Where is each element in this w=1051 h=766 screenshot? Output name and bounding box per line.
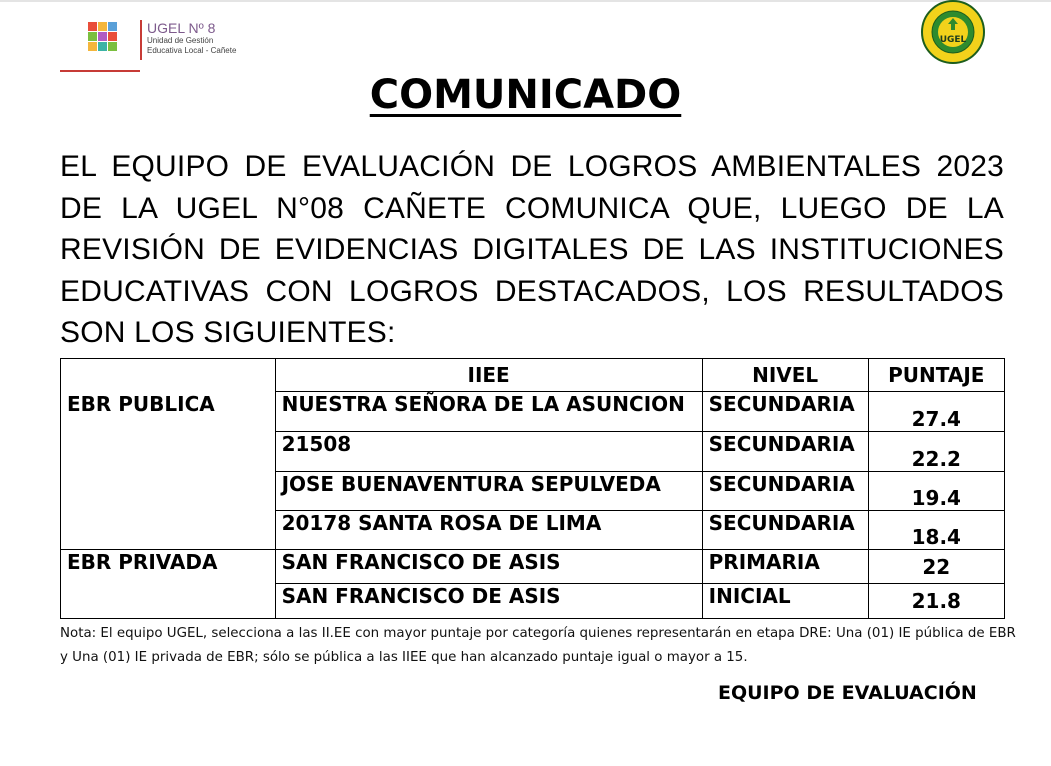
iiee-cell: 20178 SANTA ROSA DE LIMA xyxy=(275,511,702,550)
iiee-cell: JOSE BUENAVENTURA SEPULVEDA xyxy=(275,472,702,511)
ugel-logo-icon xyxy=(86,20,120,54)
table-row xyxy=(61,392,1005,432)
results-table xyxy=(60,358,1005,619)
header-iiee: IIEE xyxy=(275,359,702,392)
category-ebr-privada: EBR PRIVADA xyxy=(61,550,276,619)
puntaje-cell: 21.8 xyxy=(868,584,1004,619)
iiee-cell: NUESTRA SEÑORA DE LA ASUNCION xyxy=(275,392,702,432)
nivel-cell: SECUNDARIA xyxy=(702,392,868,432)
logo-subtitle-2: Educativa Local - Cañete xyxy=(147,46,237,55)
puntaje-cell: 27.4 xyxy=(868,392,1004,432)
header-category-cell xyxy=(61,359,276,392)
logo-text-block xyxy=(147,20,236,56)
table-header-row xyxy=(61,359,1005,392)
logo-title: UGEL Nº 8 xyxy=(147,20,216,36)
announcement-body: EL EQUIPO DE EVALUACIÓN DE LOGROS AMBIENTALES 2023 DE LA UGEL N°08 CAÑETE COMUNICA QUE, LUEGO DE LA REVISIÓN DE EVIDENCIAS DIGITALES DE LAS INSTITUCIONES EDUCATIVAS CON LOGROS DESTACADOS, LOS RESULTADOS SON LOS SIGUIENTES: xyxy=(60,150,1004,349)
nivel-cell: SECUNDARIA xyxy=(702,432,868,472)
signature: EQUIPO DE EVALUACIÓN xyxy=(718,682,977,704)
puntaje-cell: 18.4 xyxy=(868,511,1004,550)
logo-subtitle-1: Unidad de Gestión xyxy=(147,36,214,45)
nivel-cell: PRIMARIA xyxy=(702,550,868,584)
ugel-seal-icon xyxy=(918,0,988,70)
iiee-cell: SAN FRANCISCO DE ASIS xyxy=(275,584,702,619)
nivel-cell: SECUNDARIA xyxy=(702,472,868,511)
header-puntaje: PUNTAJE xyxy=(868,359,1004,392)
iiee-cell: 21508 xyxy=(275,432,702,472)
page-title: COMUNICADO xyxy=(369,72,682,118)
logo-divider xyxy=(140,20,142,60)
footnote: Nota: El equipo UGEL, selecciona a las II.EE con mayor puntaje por categoría quienes representarán en etapa DRE: Una (01) IE pública de EBR y Una (01) IE privada de EBR; sólo se pública a las IIEE que han alcanzado puntaje igual o mayor a 15. xyxy=(60,626,1016,665)
nivel-cell: INICIAL xyxy=(702,584,868,619)
category-ebr-publica: EBR PUBLICA xyxy=(61,392,276,550)
iiee-cell: SAN FRANCISCO DE ASIS xyxy=(275,550,702,584)
seal-label: UGEL xyxy=(939,35,967,45)
puntaje-cell: 19.4 xyxy=(868,472,1004,511)
header-nivel: NIVEL xyxy=(702,359,868,392)
top-border-line xyxy=(0,0,1051,2)
nivel-cell: SECUNDARIA xyxy=(702,511,868,550)
puntaje-cell: 22.2 xyxy=(868,432,1004,472)
table-row xyxy=(61,550,1005,584)
puntaje-cell: 22 xyxy=(868,550,1004,584)
